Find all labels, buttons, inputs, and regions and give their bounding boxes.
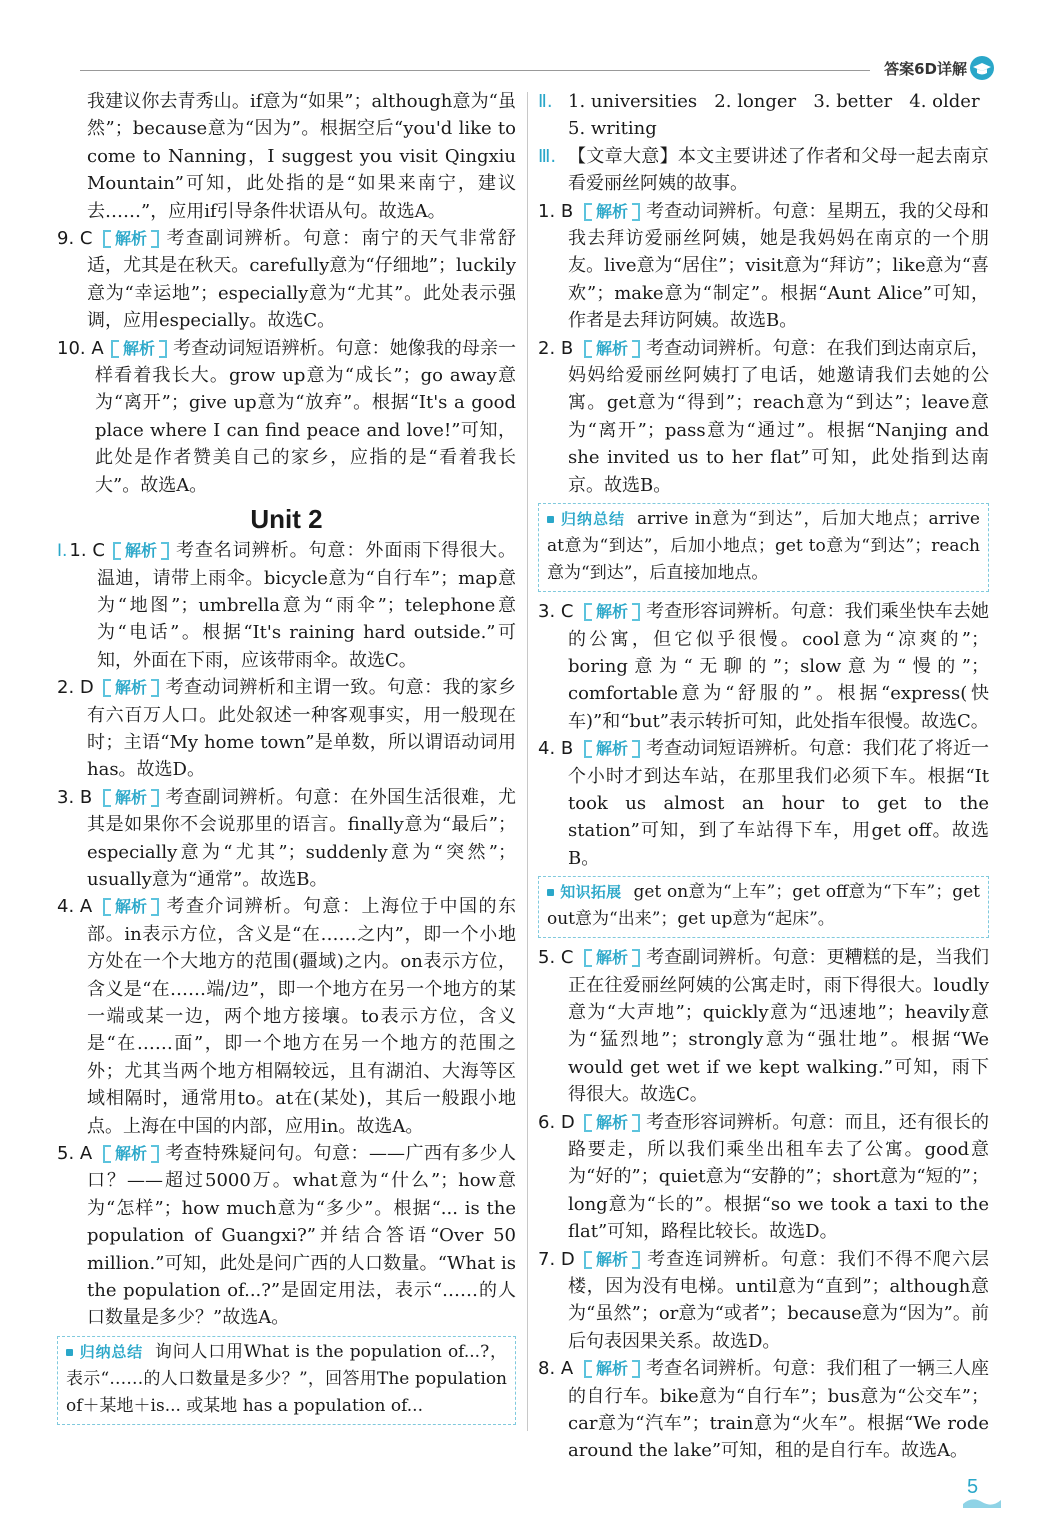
- knowledge-box: [538, 876, 989, 938]
- analysis-tag: 解析: [584, 602, 640, 622]
- explanation-text: 我建议你去青秀山。if意为“如果”；although意为“虽然”；because意为“因为”。根据空后“you'd like to come to Nanning，I suggest you visit Qingxiu Mountain”可知，此处指的是“如果来南宁，建议去……”，应用if引导条件状语从句。故选A。: [87, 91, 516, 222]
- page-number-text: 5: [967, 1476, 979, 1498]
- answer-number: 4. A: [57, 896, 93, 918]
- analysis-tag: 解析: [103, 897, 159, 917]
- left-column: [57, 88, 516, 1431]
- answer-item: [538, 198, 989, 335]
- explanation-text: 考查名词辨析。句意：外面雨下得很大。温迪，请带上雨伞。bicycle意为“自行车”；map意为“地图”；umbrella意为“雨伞”；telephone意为“电话”。根据“It's raining hard outside.”可知，外面在下雨，应该带雨伞。故选C。: [97, 540, 516, 671]
- analysis-tag: 解析: [103, 678, 159, 698]
- answer-item: [57, 784, 516, 894]
- wave-decoration-icon: [963, 1496, 1001, 1508]
- answer-number: 1. B: [538, 200, 574, 222]
- analysis-tag: 解析: [584, 739, 640, 759]
- explanation-text: 考查形容词辨析。句意：我们乘坐快车去她的公寓，但它似乎很慢。cool意为“凉爽的”；boring意为“无聊的”；slow意为“慢的”；comfortable意为“舒服的”。根据“express(快车)”和“but”表示转折可知，此处指车很慢。故选C。: [568, 601, 989, 732]
- answer-number: 5. A: [57, 1143, 93, 1165]
- page-header: [80, 58, 1025, 88]
- answer-item: [57, 225, 516, 335]
- answer-number: 5. C: [538, 947, 574, 969]
- answer-item: [57, 537, 516, 674]
- summary-label: [66, 1343, 143, 1361]
- summary-box: [57, 1336, 516, 1425]
- bullet-icon: [547, 516, 554, 523]
- analysis-tag: 解析: [584, 1250, 640, 1270]
- answer-item: [538, 1355, 989, 1465]
- explanation-text: 考查介词辨析。句意：上海位于中国的东部。in表示方位，含义是“在……之内”，即一个小地方处在一个大地方的范围(疆域)之内。on表示方位，含义是“在……端/边”，即一个地方在另一个地方的某一端或某一边，两个地方接壤。to表示方位，含义是“在……面”，即一个地方在另一个地方的范围之外；尤其当两个地方相隔较远，且有湖泊、大海等区域相隔时，通常用to。at在(某处)，其后一般跟小地点。上海在中国的内部，应用in。故选A。: [87, 896, 516, 1137]
- answer-number: 10. A: [57, 337, 104, 359]
- summary-label-text: 归纳总结: [79, 1342, 143, 1361]
- knowledge-label-text: 知识拓展: [560, 883, 622, 902]
- summary-box: [538, 503, 989, 592]
- analysis-tag: 解析: [584, 339, 640, 359]
- analysis-tag: 解析: [584, 202, 640, 222]
- analysis-tag: 解析: [584, 948, 640, 968]
- answer-item: [538, 598, 989, 735]
- header-rule: [80, 70, 870, 71]
- analysis-tag: 解析: [111, 339, 167, 359]
- answer-number: 8. A: [538, 1358, 574, 1380]
- analysis-tag: 解析: [113, 541, 169, 561]
- bullet-icon: [547, 889, 554, 896]
- explanation-text: 考查连词辨析。句意：我们不得不爬六层楼，因为没有电梯。until意为“直到”；although意为“虽然”；or意为“或者”；because意为“因为”。前后句表因果关系。故选D。: [568, 1248, 989, 1352]
- answer-item: [57, 893, 516, 1140]
- answer-number: 2. D: [57, 677, 94, 699]
- answer-number: 7. D: [538, 1248, 575, 1270]
- explanation-text: 考查动词辨析。句意：星期五，我的父母和我去拜访爱丽丝阿姨，她是我妈妈在南京的一个朋友。live意为“居住”；visit意为“拜访”；like意为“喜欢”；make意为“制定”。根据“Aunt Alice”可知，作者是去拜访阿姨。故选B。: [568, 200, 989, 332]
- answer-item: [538, 1109, 989, 1246]
- explanation-text: 考查副词辨析。句意：更糟糕的是，当我们正在往爱丽丝阿姨的公寓走时，雨下得很大。loudly意为“大声地”；quickly意为“迅速地”；heavily意为“猛烈地”；strongly意为“强壮地”。根据“We would get wet if we kept walking.”可知，雨下得很大。故选C。: [568, 947, 989, 1106]
- explanation-text: 考查动词短语辨析。句意：我们花了将近一个小时才到达车站，在那里我们必须下车。根据“It took us almost an hour to get to the station”可知，到了车站得下车，用get off。故选B。: [568, 738, 989, 869]
- explanation-text: 考查动词辨析和主谓一致。句意：我的家乡有六百万人口。此处叙述一种客观事实，用一般现在时；主语“My home town”是单数，所以谓语动词用has。故选D。: [87, 677, 516, 781]
- answer-number: 3. C: [538, 601, 574, 623]
- answer-number: 6. D: [538, 1111, 575, 1133]
- answer-item: [57, 1140, 516, 1332]
- word-answers-line: 5. writing: [568, 118, 657, 140]
- analysis-tag: 解析: [584, 1113, 640, 1133]
- knowledge-text: get on意为“上车”；get off意为“下车”；get out意为“出来”；get up意为“起床”。: [547, 882, 980, 930]
- explanation-text: 考查动词短语辨析。句意：她像我的母亲一样看着我长大。grow up意为“成长”；go away意为“离开”；give up意为“放弃”。根据“It's a good place where I can find peace and love!”可知，此处是作者赞美自己的家乡，应指的是“看着我长大”。故选A。: [95, 337, 516, 496]
- answer-item: [57, 674, 516, 784]
- answer-number: 4. B: [538, 738, 574, 760]
- passage-summary: [538, 143, 989, 198]
- explanation-text: 考查特殊疑问句。句意：——广西有多少人口？——超过5000万。what意为“什么”；how意为“怎样”；how much意为“多少”。根据“... is the population of Guangxi?”并结合答语“Over 50 million.”可知，此处是问广西的人口数量。“What is the population of...?”是固定用法，表示“……的人口数量是多少？”故选A。: [87, 1143, 516, 1329]
- continued-explanation: [57, 88, 516, 225]
- analysis-tag: 解析: [584, 1359, 640, 1379]
- answer-number: [57, 537, 105, 565]
- page-number: [963, 1474, 1001, 1508]
- summary-label: [547, 510, 625, 528]
- explanation-text: 考查副词辨析。句意：在外国生活很难，尤其是如果你不会说那里的语言。finally意为“最后”；especially意为“尤其”；suddenly意为“突然”；usually意为“通常”。故选B。: [87, 786, 516, 890]
- answer-item: [538, 335, 989, 499]
- header-title: 答案6D详解: [884, 60, 967, 78]
- analysis-tag: 解析: [103, 1144, 159, 1164]
- answer-item: [538, 735, 989, 872]
- answer-label: 1. C: [69, 540, 105, 562]
- section-numeral: Ⅱ.: [538, 91, 553, 112]
- answer-item: [538, 1246, 989, 1356]
- knowledge-label: [547, 883, 621, 901]
- answer-number: 3. B: [57, 786, 93, 808]
- answer-number: 9. C: [57, 228, 93, 250]
- summary-text: 【文章大意】本文主要讲述了作者和父母一起去南京看爱丽丝阿姨的故事。: [568, 145, 989, 195]
- right-column: [538, 88, 989, 1465]
- graduation-cap-icon: [969, 55, 995, 81]
- summary-label-text: 归纳总结: [560, 510, 625, 529]
- answer-item: [538, 944, 989, 1108]
- answer-item: [57, 335, 516, 499]
- explanation-text: 考查名词辨析。句意：我们租了一辆三人座的自行车。bike意为“自行车”；bus意为“公交车”；car意为“汽车”；train意为“火车”。根据“We rode around the lake”可知，租的是自行车。故选A。: [568, 1358, 989, 1462]
- analysis-tag: 解析: [103, 788, 159, 808]
- summary-text: arrive in意为“到达”，后加大地点；arrive at意为“到达”，后加小地点；get to意为“到达”；reach意为“到达”，后直接加地点。: [547, 509, 980, 584]
- section-numeral: Ⅰ.: [57, 541, 68, 562]
- summary-text: 询问人口用What is the population of...?，表示“……的人口数量是多少？”，回答用The population of＋某地＋is... 或某地 has a population of...: [66, 1341, 507, 1416]
- unit-title: Unit 2: [250, 504, 323, 535]
- explanation-text: 考查动词辨析。句意：在我们到达南京后，妈妈给爱丽丝阿姨打了电话，她邀请我们去她的公寓。get意为“得到”；reach意为“到达”；leave意为“离开”；pass意为“通过”。根据“Nanjing and she invited us to her flat”可知，此处指到达南京。故选B。: [568, 337, 989, 496]
- section-numeral: Ⅲ.: [538, 145, 557, 167]
- explanation-text: 考查副词辨析。句意：南宁的天气非常舒适，尤其是在秋天。carefully意为“仔细地”；luckily意为“幸运地”；especially意为“尤其”。此处表示强调，应用especially。故选C。: [87, 228, 516, 332]
- word-answers-line: 1. universities 2. longer 3. better 4. older: [568, 91, 980, 112]
- explanation-text: 考查形容词辨析。句意：而且，还有很长的路要走，所以我们乘坐出租车去了公寓。good意为“好的”；quiet意为“安静的”；short意为“短的”；long意为“长的”。根据“so we took a taxi to the flat”可知，路程比较长。故选D。: [568, 1111, 989, 1243]
- word-answers: [538, 88, 989, 143]
- column-divider: [527, 92, 528, 1431]
- answer-number: 2. B: [538, 337, 574, 359]
- bullet-icon: [66, 1349, 73, 1356]
- analysis-tag: 解析: [103, 229, 159, 249]
